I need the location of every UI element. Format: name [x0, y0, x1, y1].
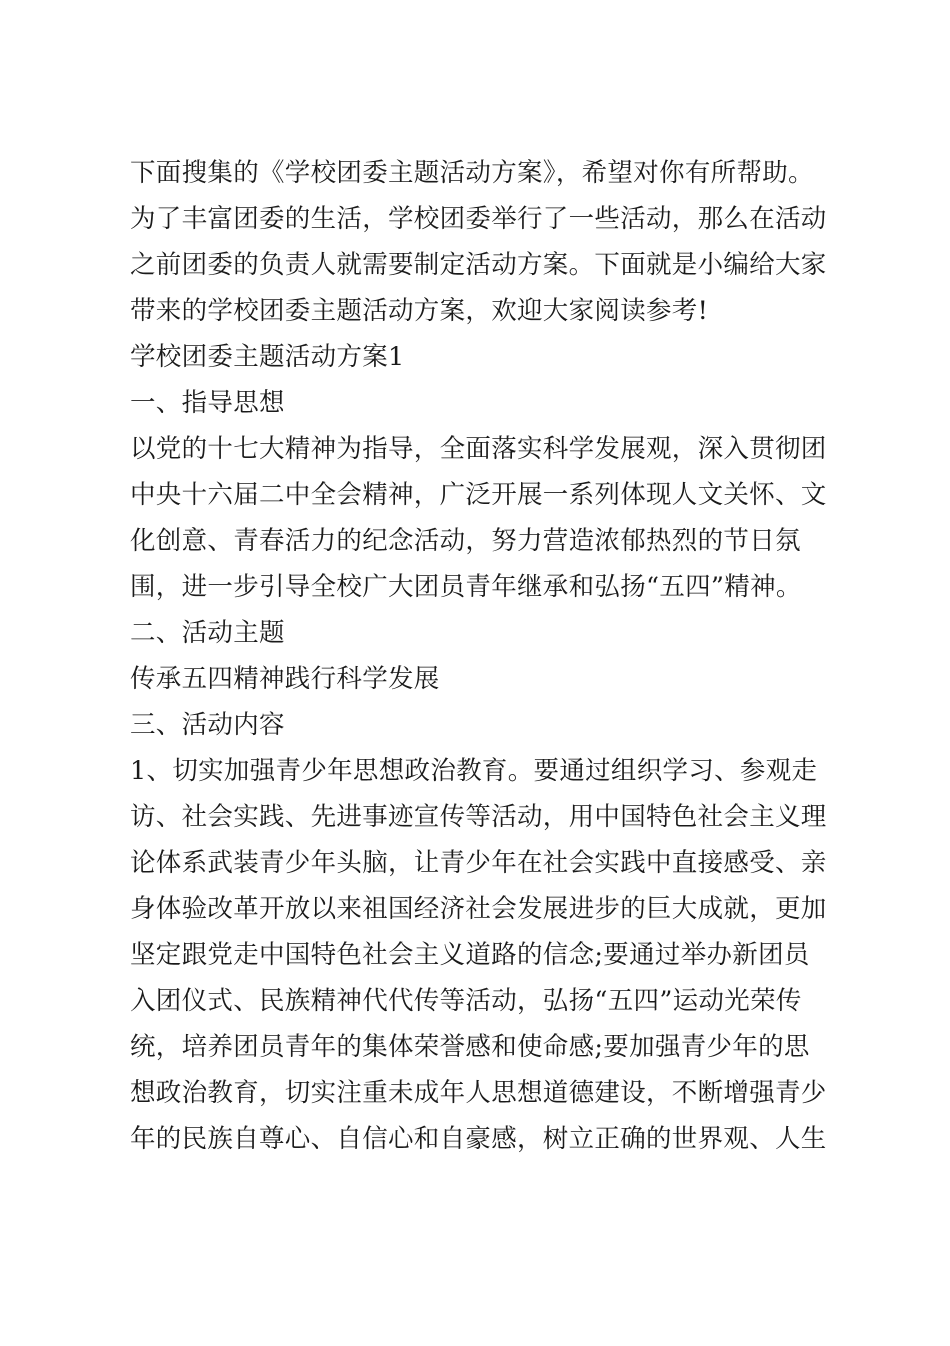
content-line-6: 入团仪式、民族精神代代传等活动，弘扬“五四”运动光荣传	[130, 986, 802, 1016]
theme-text: 传承五四精神践行科学发展	[130, 664, 440, 694]
intro-line-2: 为了丰富团委的生活，学校团委举行了一些活动，那么在活动	[130, 204, 827, 234]
content-line-3: 论体系武装青少年头脑，让青少年在社会实践中直接感受、亲	[130, 848, 827, 878]
plan-title: 学校团委主题活动方案1	[130, 342, 405, 372]
guiding-thought-line-1: 以党的十七大精神为指导，全面落实科学发展观，深入贯彻团	[130, 434, 827, 464]
section-heading-content: 三、活动内容	[130, 710, 285, 740]
guiding-thought-line-4: 围，进一步引导全校广大团员青年继承和弘扬“五四”精神。	[130, 572, 802, 602]
intro-line-1: 下面搜集的《学校团委主题活动方案》，希望对你有所帮助。	[130, 158, 814, 188]
guiding-thought-line-3: 化创意、青春活力的纪念活动，努力营造浓郁热烈的节日氛	[130, 526, 801, 556]
intro-line-3: 之前团委的负责人就需要制定活动方案。下面就是小编给大家	[130, 250, 827, 280]
document-body	[130, 150, 830, 1162]
content-line-4: 身体验改革开放以来祖国经济社会发展进步的巨大成就，更加	[130, 894, 827, 924]
content-line-5: 坚定跟党走中国特色社会主义道路的信念;要通过举办新团员	[130, 940, 810, 970]
guiding-thought-line-2: 中央十六届二中全会精神，广泛开展一系列体现人文关怀、文	[130, 480, 827, 510]
content-line-9: 年的民族自尊心、自信心和自豪感，树立正确的世界观、人生	[130, 1124, 827, 1154]
section-heading-guiding-thought: 一、指导思想	[130, 388, 285, 418]
content-line-1: 1、切实加强青少年思想政治教育。要通过组织学习、参观走	[130, 756, 818, 786]
section-heading-theme: 二、活动主题	[130, 618, 285, 648]
content-line-8: 想政治教育，切实注重未成年人思想道德建设，不断增强青少	[130, 1078, 827, 1108]
content-line-7: 统，培养团员青年的集体荣誉感和使命感;要加强青少年的思	[130, 1032, 810, 1062]
intro-line-4: 带来的学校团委主题活动方案，欢迎大家阅读参考!	[130, 296, 709, 326]
content-line-2: 访、社会实践、先进事迹宣传等活动，用中国特色社会主义理	[130, 802, 827, 832]
